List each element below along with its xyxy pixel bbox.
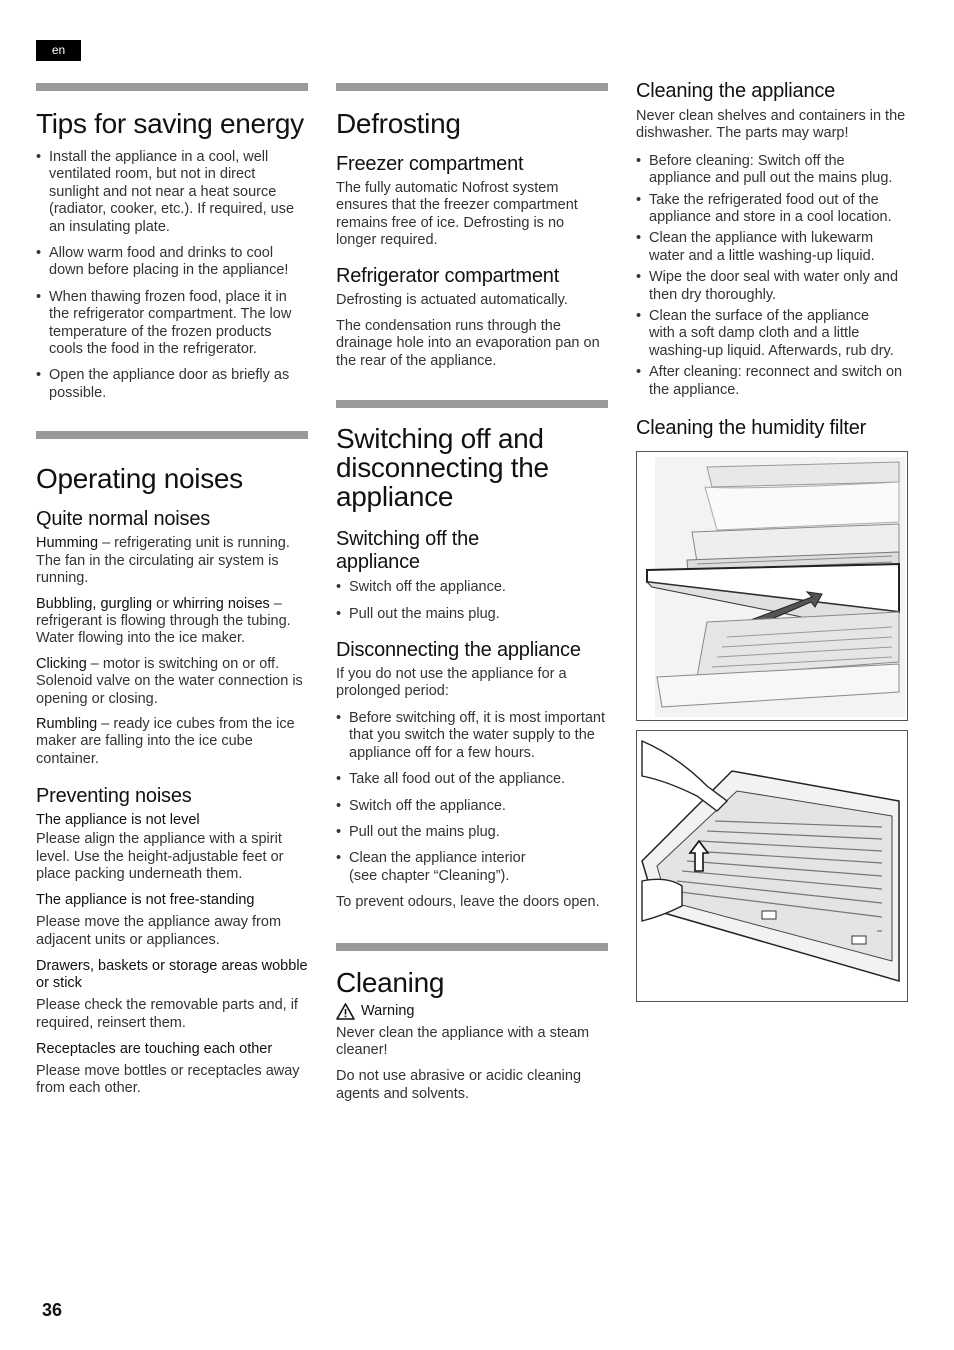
list-item: • Switch off the appliance. — [336, 798, 608, 815]
warning-text-1: Never clean the appliance with a steam cleaner! — [336, 1024, 590, 1058]
section-divider — [36, 431, 308, 439]
level-text: Please align the appliance with a spirit level. Use the height-adjustable feet or place packing underneath them. — [36, 831, 284, 882]
list-item: • Switch off the appliance. — [336, 579, 608, 596]
shelf-drawing-icon — [637, 452, 907, 720]
list-item: • Before switching off, it is most important that you switch the water supply to the appliance off for a few hours. — [336, 710, 608, 762]
shelf-removal-illustration — [636, 451, 908, 721]
switching-off-list — [336, 579, 608, 623]
cleaning-appliance-title: Cleaning the appliance — [636, 80, 836, 102]
receptacles-text: Please move bottles or receptacles away from each other. — [36, 1063, 300, 1097]
quite-noises-title: Quite normal noises — [36, 508, 211, 531]
disconnecting-outro: To prevent odours, leave the doors open. — [336, 894, 600, 911]
humming-paragraph: Humming – refrigerating unit is running. The fan in the circulating air system is running. — [36, 535, 290, 587]
noises-title: Operating noises — [36, 463, 243, 495]
drawers-text: Please check the removable parts and, if required, reinsert them. — [36, 997, 298, 1031]
filter-removal-illustration — [636, 730, 908, 1002]
freezer-text: The fully automatic Nofrost system ensures that the freezer compartment remains free of ice. Defrosting is no longer required. — [336, 180, 578, 249]
tips-list — [36, 149, 308, 402]
refrigerator-title: Refrigerator compartment — [336, 264, 560, 287]
section-divider — [36, 83, 308, 91]
receptacles-heading: Receptacles are touching each other — [36, 1041, 273, 1057]
section-divider — [336, 83, 608, 91]
disconnecting-list — [336, 710, 608, 885]
column-right — [636, 80, 908, 1002]
list-item: • When thawing frozen food, place it in the refrigerator compartment. The low temperature of the frozen products cools the food in the refrigerator. — [36, 289, 308, 359]
warning-triangle-icon — [336, 1003, 355, 1020]
defrosting-title: Defrosting — [336, 108, 461, 139]
free-standing-text: Please move the appliance away from adjacent units or appliances. — [36, 914, 282, 948]
humidity-filter-title: Cleaning the humidity filter — [636, 417, 867, 440]
cleaning-appliance-list — [636, 153, 908, 399]
filter-drawing-icon — [637, 731, 907, 1001]
warning-text-2: Do not use abrasive or acidic cleaning agents and solvents. — [336, 1068, 582, 1102]
disconnecting-intro: If you do not use the appliance for a prolonged period: — [336, 666, 567, 700]
drawers-heading: Drawers, baskets or storage areas wobble or stick — [36, 958, 308, 992]
preventing-noises-title: Preventing noises — [36, 785, 192, 808]
list-item: • Pull out the mains plug. — [336, 824, 608, 841]
switching-off-title: Switching off the appliance — [336, 528, 479, 574]
list-item: • Open the appliance door as briefly as possible. — [36, 367, 308, 402]
page-number: 36 — [42, 1300, 63, 1320]
list-item: • Pull out the mains plug. — [336, 606, 608, 623]
warning-row — [336, 1003, 608, 1020]
cleaning-title: Cleaning — [336, 966, 445, 998]
section-divider — [336, 943, 608, 951]
language-tag: en — [36, 40, 81, 61]
level-heading: The appliance is not level — [36, 812, 200, 829]
cleaning-appliance-intro: Never clean shelves and containers in the dishwasher. The parts may warp! — [636, 108, 906, 142]
list-item: • Take all food out of the appliance. — [336, 771, 608, 788]
clicking-paragraph: Clicking – motor is switching on or off. Solenoid valve on the water connection is opening or closing. — [36, 655, 303, 707]
tips-title: Tips for saving energy — [36, 108, 304, 139]
disconnecting-title: Disconnecting the appliance — [336, 639, 581, 662]
list-item: • Clean the surface of the appliance with a soft damp cloth and a little washing-up liquid. Afterwards, rub dry. — [636, 308, 894, 360]
column-middle — [336, 83, 608, 1103]
list-item: • After cleaning: reconnect and switch on the appliance. — [636, 364, 908, 399]
column-left — [36, 83, 308, 1098]
list-item: • Install the appliance in a cool, well ventilated room, but not in direct sunlight and not near a heat source (radiator, cooker, etc.). If required, use an insulating plate. — [36, 149, 308, 236]
list-item: • Take the refrigerated food out of the appliance and store in a cool location. — [636, 192, 908, 227]
refrigerator-text-2: The condensation runs through the drainage hole into an evaporation pan on the rear of the appliance. — [336, 318, 600, 369]
list-item: • Clean the appliance with lukewarm water and a little washing-up liquid. — [636, 230, 908, 265]
list-item: • Clean the appliance interior (see chapter “Cleaning”). — [336, 850, 554, 885]
bubbling-paragraph: Bubbling, gurgling or whirring noises – refrigerant is flowing through the tubing. Water flowing into the ice maker. — [36, 595, 291, 647]
warning-label: Warning — [361, 1002, 415, 1019]
free-standing-heading: The appliance is not free-standing — [36, 892, 255, 909]
refrigerator-text-1: Defrosting is actuated automatically. — [336, 291, 568, 308]
rumbling-paragraph: Rumbling – ready ice cubes from the ice maker are falling into the ice cube container. — [36, 715, 295, 767]
list-item: • Before cleaning: Switch off the appliance and pull out the mains plug. — [636, 153, 908, 188]
section-divider — [336, 400, 608, 408]
list-item: • Allow warm food and drinks to cool down before placing in the appliance! — [36, 245, 308, 280]
freezer-title: Freezer compartment — [336, 153, 524, 175]
switching-title: Switching off and disconnecting the appliance — [336, 423, 549, 513]
list-item: • Wipe the door seal with water only and then dry thoroughly. — [636, 269, 908, 304]
humming-term: Humming — [36, 535, 99, 552]
